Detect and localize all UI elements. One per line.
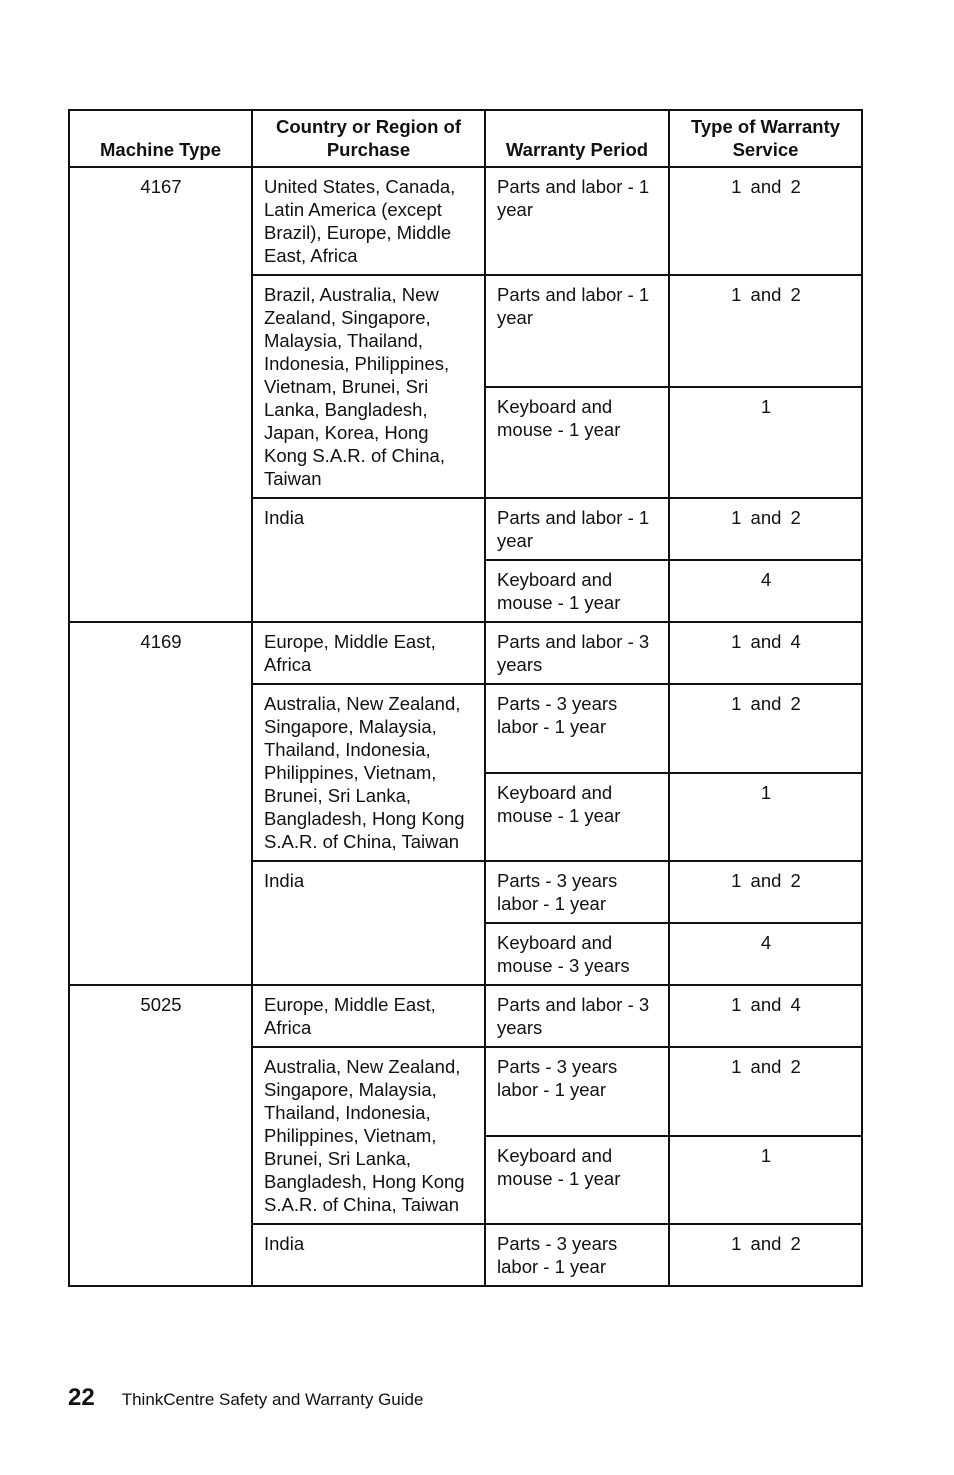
table-body bbox=[69, 167, 862, 1286]
warranty-period-cell: Parts and labor - 1 year bbox=[485, 275, 669, 387]
warranty-service-cell: 1 and 2 bbox=[669, 167, 862, 275]
document-title: ThinkCentre Safety and Warranty Guide bbox=[121, 1390, 424, 1409]
warranty-service-cell: 1 and 2 bbox=[669, 1047, 862, 1136]
warranty-service-cell: 1 bbox=[669, 387, 862, 499]
country-cell: India bbox=[252, 1224, 485, 1286]
warranty-service-cell: 1 and 2 bbox=[669, 1224, 862, 1286]
country-cell: Australia, New Zealand, Singapore, Malaysia, Thailand, Indonesia, Philippines, Vietnam, Brunei, Sri Lanka, Bangladesh, Hong Kong S.A.R. of China, Taiwan bbox=[252, 684, 485, 861]
warranty-period-cell: Parts - 3 years labor - 1 year bbox=[485, 684, 669, 773]
country-cell: Brazil, Australia, New Zealand, Singapore, Malaysia, Thailand, Indonesia, Philippines, Vietnam, Brunei, Sri Lanka, Bangladesh, Japan, Korea, Hong Kong S.A.R. of China, Taiwan bbox=[252, 275, 485, 498]
warranty-period-cell: Parts - 3 years labor - 1 year bbox=[485, 861, 669, 923]
warranty-period-cell: Keyboard and mouse - 1 year bbox=[485, 773, 669, 862]
page-number: 22 bbox=[68, 1384, 95, 1411]
country-cell: Europe, Middle East, Africa bbox=[252, 622, 485, 684]
country-cell: India bbox=[252, 861, 485, 985]
warranty-service-cell: 4 bbox=[669, 560, 862, 622]
warranty-period-cell: Keyboard and mouse - 1 year bbox=[485, 387, 669, 499]
warranty-service-cell: 1 and 4 bbox=[669, 985, 862, 1047]
table-row bbox=[69, 622, 862, 684]
warranty-service-cell: 1 and 4 bbox=[669, 622, 862, 684]
warranty-period-cell: Parts and labor - 3 years bbox=[485, 622, 669, 684]
country-cell: India bbox=[252, 498, 485, 622]
warranty-period-cell: Parts and labor - 1 year bbox=[485, 498, 669, 560]
table-row bbox=[69, 167, 862, 275]
table-row bbox=[69, 985, 862, 1047]
machine-type-cell: 4167 bbox=[69, 167, 252, 622]
warranty-service-cell: 1 and 2 bbox=[669, 275, 862, 387]
country-cell: Australia, New Zealand, Singapore, Malaysia, Thailand, Indonesia, Philippines, Vietnam, Brunei, Sri Lanka, Bangladesh, Hong Kong S.A.R. of China, Taiwan bbox=[252, 1047, 485, 1224]
warranty-service-cell: 4 bbox=[669, 923, 862, 985]
warranty-period-cell: Keyboard and mouse - 1 year bbox=[485, 560, 669, 622]
country-cell: United States, Canada, Latin America (except Brazil), Europe, Middle East, Africa bbox=[252, 167, 485, 275]
machine-type-cell: 5025 bbox=[69, 985, 252, 1286]
warranty-service-cell: 1 and 2 bbox=[669, 498, 862, 560]
page-footer bbox=[68, 1384, 423, 1412]
machine-type-cell: 4169 bbox=[69, 622, 252, 985]
warranty-period-cell: Keyboard and mouse - 3 years bbox=[485, 923, 669, 985]
header-country: Country or Region of Purchase bbox=[252, 110, 485, 167]
header-warranty-service: Type of Warranty Service bbox=[669, 110, 862, 167]
warranty-period-cell: Parts and labor - 1 year bbox=[485, 167, 669, 275]
country-cell: Europe, Middle East, Africa bbox=[252, 985, 485, 1047]
header-machine-type: Machine Type bbox=[69, 110, 252, 167]
warranty-period-cell: Parts - 3 years labor - 1 year bbox=[485, 1047, 669, 1136]
table-header-row bbox=[69, 110, 862, 167]
warranty-table bbox=[68, 109, 863, 1287]
header-warranty-period: Warranty Period bbox=[485, 110, 669, 167]
warranty-service-cell: 1 bbox=[669, 773, 862, 862]
warranty-service-cell: 1 and 2 bbox=[669, 684, 862, 773]
warranty-period-cell: Parts and labor - 3 years bbox=[485, 985, 669, 1047]
warranty-period-cell: Keyboard and mouse - 1 year bbox=[485, 1136, 669, 1225]
warranty-service-cell: 1 and 2 bbox=[669, 861, 862, 923]
warranty-period-cell: Parts - 3 years labor - 1 year bbox=[485, 1224, 669, 1286]
warranty-service-cell: 1 bbox=[669, 1136, 862, 1225]
